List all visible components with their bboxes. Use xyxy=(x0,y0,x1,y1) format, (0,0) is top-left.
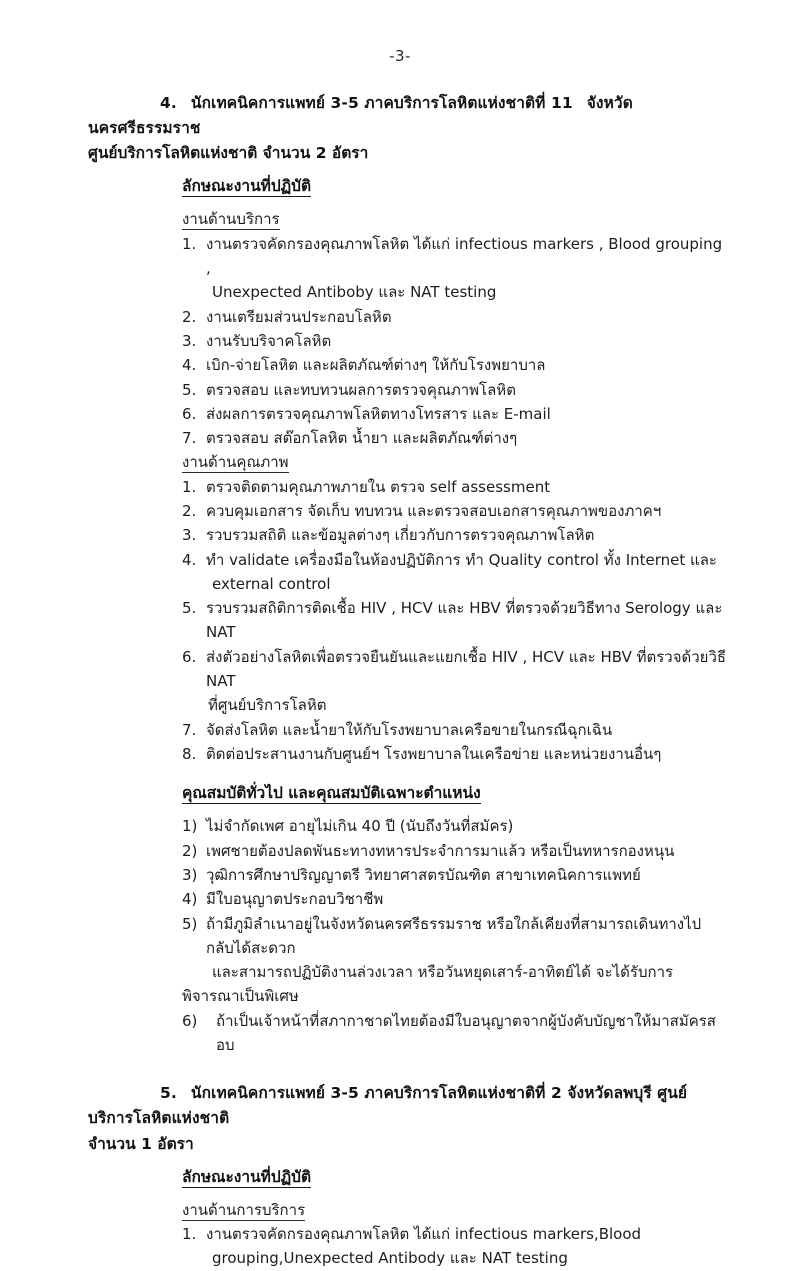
list-text: ทำ validate เครื่องมือในห้องปฏิบัติการ ทำ Quality control ทั้ง Internet และ xyxy=(206,550,717,569)
list-marker: 1. xyxy=(182,234,197,253)
list-continuation: และสามารถปฏิบัติงานล่วงเวลา หรือวันหยุดเสาร์-อาทิตย์ได้ จะได้รับการพิจารณาเป็นพิเศษ xyxy=(182,963,674,1006)
list-item xyxy=(88,402,728,426)
duties-title-4: ลักษณะงานที่ปฏิบัติ xyxy=(182,177,312,196)
list-item xyxy=(88,232,728,281)
list-marker: 1) xyxy=(182,817,198,836)
job-heading-number-4: 4. xyxy=(160,94,177,112)
list-marker: 4) xyxy=(182,890,198,909)
list-item xyxy=(88,475,728,499)
group-title-service-4: งานด้านบริการ xyxy=(182,210,280,229)
list-marker: 4. xyxy=(182,356,197,375)
list-marker: 5. xyxy=(182,599,197,618)
list-text: ส่งตัวอย่างโลหิตเพื่อตรวจยืนยันและแยกเชื้อ HIV , HCV และ HBV ที่ตรวจด้วยวิธี NAT xyxy=(206,647,727,691)
list-item xyxy=(88,718,728,742)
list-text: รวบรวมสถิติ และข้อมูลต่างๆ เกี่ยวกับการตรวจคุณภาพโลหิต xyxy=(206,526,595,545)
job-heading-line2-5: จำนวน 1 อัตรา xyxy=(88,1134,194,1153)
qualifications-title-4: คุณสมบัติทั่วไป และคุณสมบัติเฉพาะตำแหน่ง xyxy=(182,784,481,803)
list-text: วุฒิการศึกษาปริญญาตรี วิทยาศาสตรบัณฑิต สาขาเทคนิคการแพทย์ xyxy=(206,865,641,884)
list-text: ถ้าเป็นเจ้าหน้าที่สภากาชาดไทยต้องมีใบอนุญาตจากผู้บังคับบัญชาให้มาสมัครสอบ xyxy=(216,1011,716,1055)
list-marker: 2) xyxy=(182,841,198,860)
list-marker: 7. xyxy=(182,429,197,448)
qualification-item xyxy=(88,863,728,887)
list-marker: 3. xyxy=(182,526,197,545)
list-continuation: external control xyxy=(212,574,331,593)
qualification-item xyxy=(88,912,728,961)
job-section-4 xyxy=(88,91,728,1057)
list-marker: 6) xyxy=(182,1011,198,1030)
job-heading-line2-4: ศูนย์บริการโลหิตแห่งชาติ จำนวน 2 อัตรา xyxy=(88,144,369,163)
list-text: ตรวจสอบ สต๊อกโลหิต น้ำยา และผลิตภัณฑ์ต่างๆ xyxy=(206,429,518,448)
list-item xyxy=(88,523,728,547)
list-item xyxy=(88,329,728,353)
list-continuation: ที่ศูนย์บริการโลหิต xyxy=(208,696,327,715)
job-section-5 xyxy=(88,1081,728,1270)
list-text: ส่งผลการตรวจคุณภาพโลหิตทางโทรสาร และ E-mail xyxy=(206,404,551,423)
qualification-item xyxy=(88,887,728,911)
group-title-service-5: งานด้านการบริการ xyxy=(182,1200,306,1219)
job-heading-text-4: นักเทคนิคการแพทย์ 3-5 ภาคบริการโลหิตแห่งชาติที่ 11 xyxy=(190,94,573,112)
list-text: ไม่จำกัดเพศ อายุไม่เกิน 40 ปี (นับถึงวันที่สมัคร) xyxy=(206,817,514,836)
list-marker: 4. xyxy=(182,550,197,569)
list-marker: 8. xyxy=(182,744,197,763)
job-heading-province-4: จังหวัดนครศรีธรรมราช xyxy=(88,94,633,138)
list-item xyxy=(88,596,728,645)
list-item xyxy=(88,305,728,329)
list-item xyxy=(88,742,728,766)
list-marker: 5) xyxy=(182,914,198,933)
list-marker: 2. xyxy=(182,307,197,326)
list-item xyxy=(88,378,728,402)
list-marker: 2. xyxy=(182,502,197,520)
job-heading-4 xyxy=(88,91,728,141)
list-text: งานเตรียมส่วนประกอบโลหิต xyxy=(206,307,392,326)
qualification-item xyxy=(88,839,728,863)
list-marker: 3. xyxy=(182,331,197,350)
qualification-item xyxy=(88,814,728,838)
list-text: งานรับบริจาคโลหิต xyxy=(206,331,332,350)
list-continuation: Unexpected Antiboby และ NAT testing xyxy=(212,283,497,302)
qualification-item xyxy=(88,1009,728,1058)
page-number: -3- xyxy=(389,47,411,65)
list-item xyxy=(88,353,728,377)
list-marker: 1. xyxy=(182,477,197,496)
list-continuation: grouping,Unexpected Antibody และ NAT testing xyxy=(212,1249,568,1268)
list-marker: 6. xyxy=(182,647,197,666)
list-text: ควบคุมเอกสาร จัดเก็บ ทบทวน และตรวจสอบเอกสารคุณภาพของภาคฯ xyxy=(206,502,662,520)
list-text: ตรวจติดตามคุณภาพภายใน ตรวจ self assessment xyxy=(206,477,551,496)
list-marker: 7. xyxy=(182,720,197,739)
list-text: จัดส่งโลหิต และน้ำยาให้กับโรงพยาบาลเครือขายในกรณีฉุกเฉิน xyxy=(206,720,613,739)
list-marker: 1. xyxy=(182,1225,197,1244)
job-heading-text-5: นักเทคนิคการแพทย์ 3-5 ภาคบริการโลหิตแห่งชาติที่ 2 จังหวัดลพบุรี ศูนย์บริการโลหิตแห่งชาติ xyxy=(88,1084,688,1128)
list-text: งานตรวจคัดกรองคุณภาพโลหิต ได้แก่ infectious markers , Blood grouping , xyxy=(206,234,723,278)
list-marker: 6. xyxy=(182,404,197,423)
job-heading-5 xyxy=(88,1081,728,1131)
list-item xyxy=(88,499,728,523)
list-item xyxy=(88,548,728,572)
list-text: มีใบอนุญาตประกอบวิชาชีพ xyxy=(206,890,384,909)
list-text: ตรวจสอบ และทบทวนผลการตรวจคุณภาพโลหิต xyxy=(206,380,516,399)
list-item xyxy=(88,1222,728,1246)
list-text: ติดต่อประสานงานกับศูนย์ฯ โรงพยาบาลในเครือข่าย และหน่วยงานอื่นๆ xyxy=(206,744,662,763)
duties-title-5: ลักษณะงานที่ปฏิบัติ xyxy=(182,1167,312,1186)
list-text: เบิก-จ่ายโลหิต และผลิตภัณฑ์ต่างๆ ให้กับโรงพยาบาล xyxy=(206,356,546,375)
job-heading-number-5: 5. xyxy=(160,1084,177,1103)
list-text: รวบรวมสถิติการติดเชื้อ HIV , HCV และ HBV ที่ตรวจด้วยวิธีทาง Serology และ NAT xyxy=(206,599,723,642)
list-text: งานตรวจคัดกรองคุณภาพโลหิต ได้แก่ infectious markers,Blood xyxy=(206,1225,642,1244)
list-marker: 5. xyxy=(182,380,197,399)
document-body xyxy=(0,65,800,1271)
list-marker: 3) xyxy=(182,865,198,884)
group-title-quality-4: งานด้านคุณภาพ xyxy=(182,453,289,472)
list-item xyxy=(88,645,728,694)
list-item xyxy=(88,426,728,450)
list-text: ถ้ามีภูมิลำเนาอยู่ในจังหวัดนครศรีธรรมราช หรือใกล้เคียงที่สามารถเดินทางไปกลับได้สะดวก xyxy=(206,914,702,957)
list-text: เพศชายต้องปลดพันธะทางทหารประจำการมาแล้ว หรือเป็นทหารกองหนุน xyxy=(206,841,675,860)
